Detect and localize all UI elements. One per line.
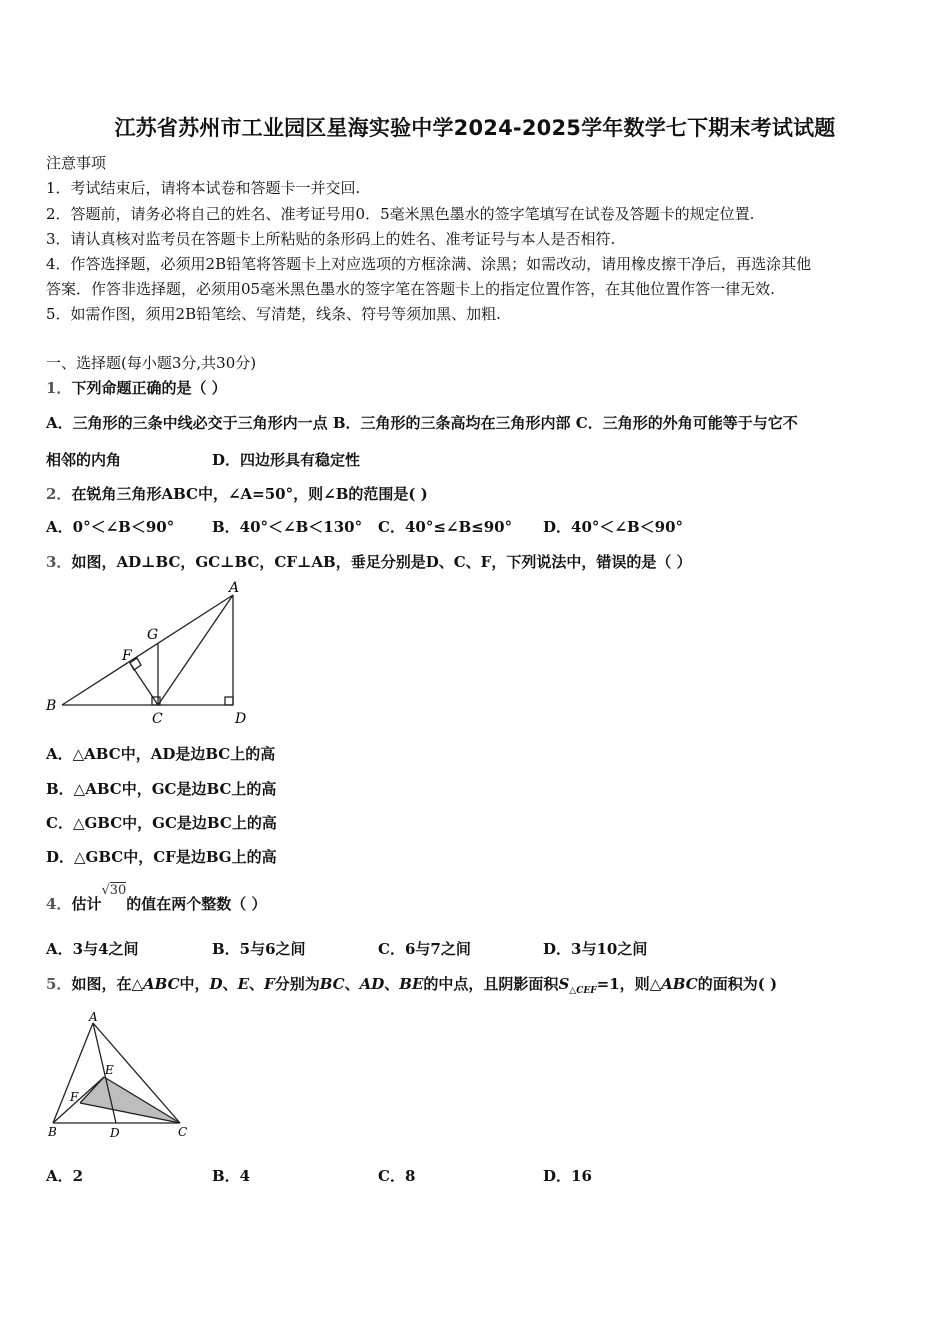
math-var: BC bbox=[319, 975, 345, 993]
label-g: G bbox=[147, 627, 159, 643]
label-a: A bbox=[229, 580, 240, 596]
math-var: D bbox=[209, 975, 223, 993]
label-f: F bbox=[122, 648, 132, 664]
question-text: 中， bbox=[179, 975, 210, 993]
q5-option-d: D．16 bbox=[543, 1167, 592, 1185]
shaded-triangle-cef bbox=[80, 1077, 180, 1123]
q5-option-b: B．4 bbox=[212, 1167, 251, 1185]
question-5-stem bbox=[46, 973, 777, 996]
q2-option-b: B．40°＜∠B＜130° bbox=[212, 518, 363, 536]
math-var: BE bbox=[399, 975, 424, 993]
q3-option-d: D．△GBC中，CF是边BG上的高 bbox=[46, 848, 277, 866]
math-var: ABC bbox=[661, 975, 698, 993]
question-text: 估计 bbox=[71, 895, 102, 913]
question-text: 、 bbox=[249, 975, 265, 993]
label-d: D bbox=[110, 1126, 120, 1140]
question-text: 的值在两个整数（ ） bbox=[126, 895, 267, 913]
notice-item: 3．请认真核对监考员在答题卡上所粘贴的条形码上的姓名、准考证号与本人是否相符. bbox=[46, 230, 616, 248]
label-d: D bbox=[235, 711, 247, 727]
question-3-stem bbox=[46, 551, 692, 572]
radicand: 30 bbox=[109, 883, 127, 898]
section-heading: 一、选择题(每小题3分,共30分) bbox=[46, 354, 257, 372]
question-text: 的中点，且阴影面积 bbox=[423, 975, 559, 993]
question-text: 如图，AD⊥BC，GC⊥BC，CF⊥AB，垂足分别是D、C、F，下列说法中，错误的是（ ） bbox=[71, 553, 692, 571]
q2-option-c: C．40°≤∠B≤90° bbox=[378, 518, 513, 536]
label-a: A bbox=[89, 1010, 98, 1024]
q3-option-a: A．△ABC中，AD是边BC上的高 bbox=[46, 745, 276, 763]
q4-option-d: D．3与10之间 bbox=[543, 940, 648, 958]
notice-heading: 注意事项 bbox=[46, 154, 107, 172]
notice-item: 4．作答选择题，必须用2B铅笔将答题卡上对应选项的方框涂满、涂黑；如需改动，请用橡皮擦干净后，再选涂其他 bbox=[46, 255, 812, 273]
question-number: 2． bbox=[46, 485, 72, 503]
label-b: B bbox=[46, 698, 57, 714]
math-var: S bbox=[558, 975, 570, 993]
question-text: 在锐角三角形ABC中，∠A=50°，则∠B的范围是( ) bbox=[71, 485, 428, 503]
sqrt-icon: √ bbox=[101, 883, 110, 898]
q5-figure bbox=[40, 1008, 200, 1143]
label-e: E bbox=[105, 1063, 114, 1077]
q4-option-a: A．3与4之间 bbox=[46, 940, 139, 958]
q5-option-c: C．8 bbox=[378, 1167, 416, 1185]
question-2-stem bbox=[46, 483, 428, 504]
question-number: 1． bbox=[46, 379, 72, 397]
q1-option-c-cont: 相邻的内角 bbox=[46, 451, 122, 469]
q3-option-c: C．△GBC中，GC是边BC上的高 bbox=[46, 814, 277, 832]
q1-options-line: A．三角形的三条中线必交于三角形内一点 B．三角形的三条高均在三角形内部 C．三角形的外角可能等于与它不 bbox=[46, 414, 798, 432]
segment-ba bbox=[53, 1023, 93, 1123]
math-var: F bbox=[264, 975, 275, 993]
question-text: =1，则△ bbox=[596, 975, 662, 993]
q4-option-b: B．5与6之间 bbox=[212, 940, 306, 958]
page-title: 江苏省苏州市工业园区星海实验中学2024-2025学年数学七下期末考试试题 bbox=[114, 116, 836, 140]
question-number: 3． bbox=[46, 553, 72, 571]
math-var: AD bbox=[359, 975, 385, 993]
question-text: 、 bbox=[344, 975, 360, 993]
question-text: 的面积为( ) bbox=[697, 975, 778, 993]
label-f: F bbox=[70, 1090, 79, 1104]
q2-option-a: A．0°＜∠B＜90° bbox=[46, 518, 175, 536]
notice-item: 5．如需作图，须用2B铅笔绘、写清楚，线条、符号等须加黑、加粗. bbox=[46, 305, 501, 323]
label-c: C bbox=[178, 1125, 188, 1139]
label-c: C bbox=[152, 711, 163, 727]
notice-item: 2．答题前，请务必将自己的姓名、准考证号用0．5毫米黑色墨水的签字笔填写在试卷及答题卡的规定位置. bbox=[46, 205, 755, 223]
q1-option-d: D．四边形具有稳定性 bbox=[212, 451, 361, 469]
notice-item: 答案．作答非选择题，必须用05毫米黑色墨水的签字笔在答题卡上的指定位置作答，在其他位置作答一律无效. bbox=[46, 280, 775, 298]
right-angle-d bbox=[225, 697, 233, 705]
question-text: 分别为 bbox=[274, 975, 320, 993]
notice-item: 1．考试结束后，请将本试卷和答题卡一并交回. bbox=[46, 179, 361, 197]
q3-figure bbox=[40, 578, 260, 728]
q3-option-b: B．△ABC中，GC是边BC上的高 bbox=[46, 780, 277, 798]
question-number: 5． bbox=[46, 975, 72, 993]
question-text: 、 bbox=[222, 975, 238, 993]
question-number: 4． bbox=[46, 895, 72, 913]
question-text: 下列命题正确的是（ ） bbox=[71, 379, 227, 397]
q2-option-d: D．40°＜∠B＜90° bbox=[543, 518, 684, 536]
math-var: ABC bbox=[142, 975, 180, 993]
q5-option-a: A．2 bbox=[46, 1167, 84, 1185]
segment-ca bbox=[158, 595, 233, 705]
question-4-stem bbox=[46, 878, 267, 918]
math-subscript: △CEF bbox=[569, 986, 597, 996]
question-text: 、 bbox=[384, 975, 400, 993]
question-1-stem bbox=[46, 377, 227, 398]
q4-option-c: C．6与7之间 bbox=[378, 940, 471, 958]
math-var: E bbox=[237, 975, 250, 993]
label-b: B bbox=[48, 1125, 57, 1139]
question-text: 如图，在△ bbox=[71, 975, 143, 993]
sqrt-expression bbox=[101, 883, 126, 898]
